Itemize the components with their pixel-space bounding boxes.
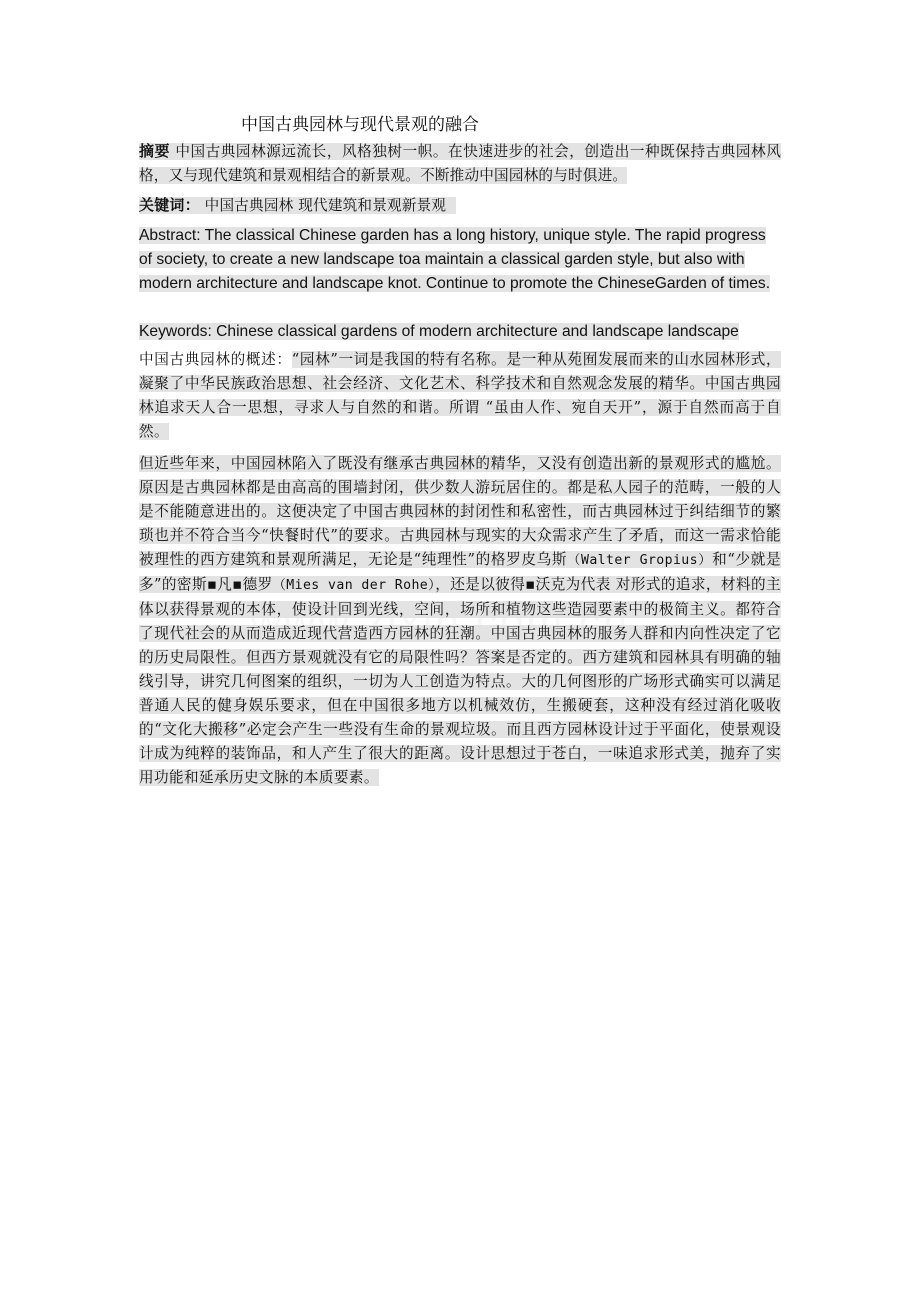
overview-label: 中国古典园林的概述： bbox=[139, 351, 292, 368]
body-latin-mies: （Mies van der Rohe） bbox=[272, 578, 436, 593]
body-latin-gropius: （Walter Gropius） bbox=[567, 553, 713, 568]
overview-paragraph bbox=[139, 348, 781, 444]
overview-text: “园林”一词是我国的特有名称。是一种从苑囿发展而来的山水园林形式，凝聚了中华民族政治思想、社会经济、文化艺术、科学技术和自然观念发展的精华。中国古典园林追求天人合一思想，寻求人与自然的和谐。所谓 “虽由人作、宛自天开”，源于自然而高于自然。 bbox=[139, 351, 781, 440]
abstract-en bbox=[139, 224, 781, 296]
body-part1: 但近些年来，中国园林陷入了既没有继承古典园林的精华，又没有创造出新的景观形式的尴尬。原因是古典园林都是由高高的围墙封闭，供少数人游玩居住的。都是私人园子的范畴，一般的人是不能随意进出的。这便决定了中国古典园林的封闭性和私密性，而古典园林过于纠结细节的繁琐也并不符合当今“快餐时代”的要求。古典园林与现实的大众需求产生了矛盾，而这一需求恰能被理性的西方建筑和景观所满足，无论是“纯理性”的格罗皮乌斯 bbox=[139, 455, 782, 568]
keywords-en bbox=[139, 320, 781, 344]
keywords-zh-label: 关键词： bbox=[139, 197, 200, 214]
keywords-zh bbox=[139, 194, 781, 218]
abstract-en-text: Abstract: The classical Chinese garden has a long history, unique style. The rapid progress of society, to create a new landscape toa maintain a classical garden style, but also with modern architecture and landscape knot. Continue to promote the ChineseGarden of times. bbox=[139, 227, 771, 292]
abstract-zh-text: 中国古典园林源远流长，风格独树一帜。在快速进步的社会，创造出一种既保持古典园林风格，又与现代建筑和景观相结合的新景观。不断推动中国园林的与时俱进。 bbox=[139, 143, 781, 184]
abstract-zh-label: 摘要 bbox=[139, 143, 171, 160]
keywords-zh-text: 中国古典园林 现代建筑和景观新景观 bbox=[204, 197, 447, 214]
document-title: 中国古典园林与现代景观的融合 bbox=[241, 115, 479, 135]
body-paragraph bbox=[139, 452, 781, 790]
abstract-zh bbox=[139, 140, 781, 188]
body-part3: ，还是以彼得▪沃克为代表 对形式的追求，材料的主体以获得景观的本体，使设计回到光线，空间，场所和植物这些造园要素中的极简主义。都符合了现代社会的从而造成近现代营造西方园林的狂潮。中国古典园林的服务人群和内向性决定了它的历史局限性。但西方景观就没有它的局限性吗？答案是否定的。西方建筑和园林具有明确的轴线引导，讲究几何图案的组织，一切为人工创造为特点。大的几何图形的广场形式确实可以满足普通人民的健身娱乐要求，但在中国很多地方以机械效仿，生搬硬套，这种没有经过消化吸收的“文化大搬移”必定会产生一些没有生命的景观垃圾。而且西方园林设计过于平面化，使景观设计成为纯粹的装饰品，和人产生了很大的距离。设计思想过于苍白，一味追求形式美，抛弃了实用功能和延承历史文脉的本质要素。 bbox=[139, 576, 781, 786]
keywords-en-text: Keywords: Chinese classical gardens of modern architecture and landscape landscape bbox=[139, 323, 739, 340]
body-part2: 和“少就是多”的密斯▪凡▪德罗 bbox=[139, 551, 781, 593]
